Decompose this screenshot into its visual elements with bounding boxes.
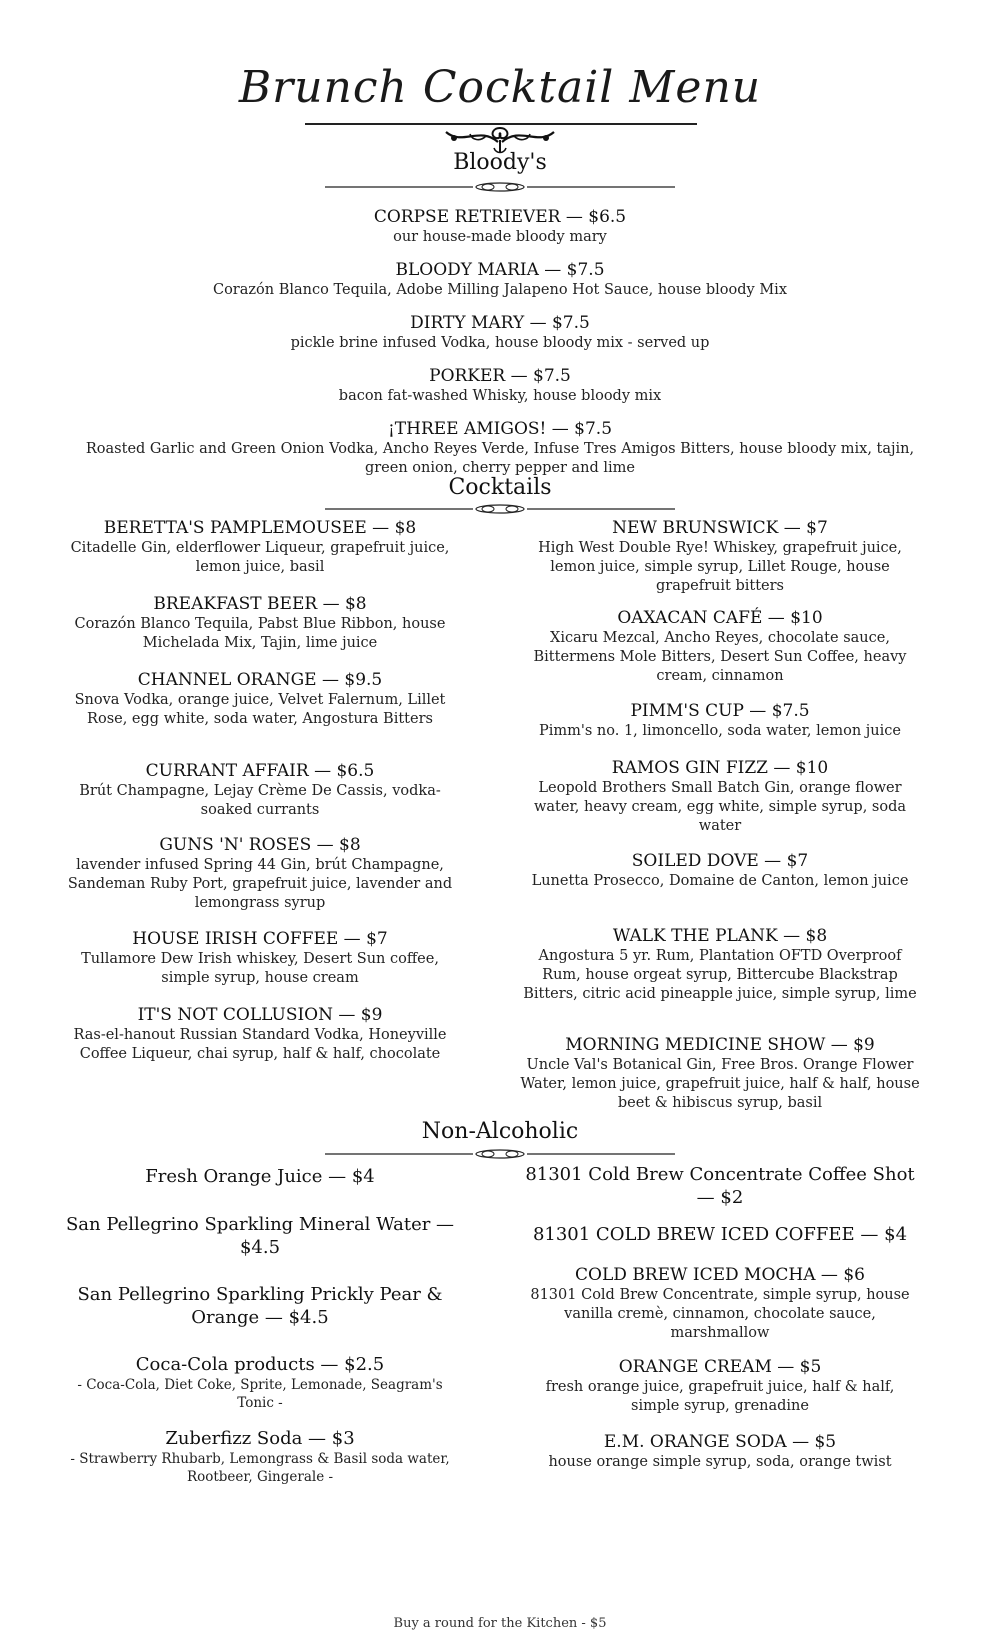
item-description: Brút Champagne, Lejay Crème De Cassis, vodka-soaked currants <box>79 783 441 818</box>
menu-item <box>520 607 920 686</box>
menu-item <box>60 1213 460 1259</box>
menu-title: Brunch Cocktail Menu <box>238 62 762 113</box>
menu-item <box>60 669 460 729</box>
item-name: CHANNEL ORANGE — $9.5 <box>137 670 383 690</box>
item-name: DIRTY MARY — $7.5 <box>410 313 590 333</box>
menu-item <box>60 517 460 577</box>
section-divider-icon <box>325 503 675 515</box>
menu-item <box>60 1004 460 1064</box>
section-heading-non-alcoholic: Non-Alcoholic <box>421 1119 579 1144</box>
menu-item <box>520 850 920 891</box>
item-name: GUNS 'N' ROSES — $8 <box>159 835 361 855</box>
item-description: Citadelle Gin, elderflower Liqueur, grapefruit juice, lemon juice, basil <box>70 540 450 575</box>
item-name: 81301 COLD BREW ICED COFFEE — $4 <box>532 1224 908 1245</box>
item-name: RAMOS GIN FIZZ — $10 <box>611 758 829 778</box>
item-description: Xicaru Mezcal, Ancho Reyes, chocolate sauce, Bittermens Mole Bitters, Desert Sun Coffee, heavy cream, cinnamon <box>533 630 907 684</box>
menu-item <box>510 1431 930 1472</box>
item-name: OAXACAN CAFÉ — $10 <box>617 608 823 628</box>
item-name: CORPSE RETRIEVER — $6.5 <box>373 207 627 227</box>
item-description: Ras-el-hanout Russian Standard Vodka, Honeyville Coffee Liqueur, chai syrup, half & half, chocolate <box>73 1027 447 1062</box>
menu-item <box>520 1034 920 1113</box>
item-name: WALK THE PLANK — $8 <box>612 926 828 946</box>
menu-item <box>60 834 460 913</box>
item-description: Leopold Brothers Small Batch Gin, orange flower water, heavy cream, egg white, simple syrup, soda water <box>533 780 907 834</box>
item-description: Tullamore Dew Irish whiskey, Desert Sun coffee, simple syrup, house cream <box>81 951 439 986</box>
item-name: Zuberfizz Soda — $3 <box>165 1428 355 1449</box>
item-description: bacon fat-washed Whisky, house bloody mix <box>338 388 662 404</box>
item-name: MORNING MEDICINE SHOW — $9 <box>565 1035 875 1055</box>
item-description: pickle brine infused Vodka, house bloody mix - served up <box>290 335 710 351</box>
menu-item <box>60 1283 460 1329</box>
menu-item <box>60 1353 460 1412</box>
item-description: Uncle Val's Botanical Gin, Free Bros. Orange Flower Water, lemon juice, grapefruit juice, half & half, house beet & hibiscus syrup, basil <box>520 1057 920 1111</box>
menu-item <box>0 259 1000 300</box>
menu-item <box>520 1264 920 1343</box>
item-description: - Strawberry Rhubarb, Lemongrass & Basil soda water, Rootbeer, Gingerale - <box>70 1451 450 1485</box>
menu-item <box>60 1427 460 1486</box>
section-heading-cocktails: Cocktails <box>448 475 552 500</box>
item-name: BREAKFAST BEER — $8 <box>153 594 367 614</box>
menu-item <box>520 1163 920 1209</box>
menu-item <box>0 312 1000 353</box>
menu-item <box>520 517 920 596</box>
footer-note: Buy a round for the Kitchen - $5 <box>393 1616 607 1631</box>
menu-item <box>520 757 920 836</box>
item-name: PIMM'S CUP — $7.5 <box>630 701 810 721</box>
section-divider-icon <box>325 181 675 193</box>
item-description: our house-made bloody mary <box>393 229 607 245</box>
menu-item <box>60 928 460 988</box>
item-name: NEW BRUNSWICK — $7 <box>612 518 828 538</box>
item-description: Pimm's no. 1, limoncello, soda water, lemon juice <box>539 723 901 739</box>
section-heading-bloodys: Bloody's <box>453 150 547 175</box>
item-name: San Pellegrino Sparkling Prickly Pear & Orange — $4.5 <box>77 1284 443 1328</box>
item-description: lavender infused Spring 44 Gin, brút Champagne, Sandeman Ruby Port, grapefruit juice, lavender and lemongrass syrup <box>67 857 453 911</box>
item-name: ORANGE CREAM — $5 <box>618 1357 822 1377</box>
menu-item <box>520 925 920 1004</box>
item-description: Snova Vodka, orange juice, Velvet Falernum, Lillet Rose, egg white, soda water, Angostura Bitters <box>74 692 446 727</box>
menu-item <box>80 418 920 478</box>
menu-item <box>510 700 930 741</box>
item-name: BERETTA'S PAMPLEMOUSEE — $8 <box>103 518 417 538</box>
item-description: fresh orange juice, grapefruit juice, half & half, simple syrup, grenadine <box>545 1379 895 1414</box>
menu-item <box>0 206 1000 247</box>
item-description: - Coca-Cola, Diet Coke, Sprite, Lemonade, Seagram's Tonic - <box>77 1377 443 1411</box>
item-name: CURRANT AFFAIR — $6.5 <box>145 761 375 781</box>
item-name: BLOODY MARIA — $7.5 <box>395 260 605 280</box>
item-name: HOUSE IRISH COFFEE — $7 <box>132 929 388 949</box>
menu-item <box>60 593 460 653</box>
item-name: San Pellegrino Sparkling Mineral Water — $4.5 <box>65 1214 455 1258</box>
menu-item <box>520 1356 920 1416</box>
item-name: 81301 Cold Brew Concentrate Coffee Shot — $2 <box>525 1164 915 1208</box>
item-description: 81301 Cold Brew Concentrate, simple syrup, house vanilla cremè, cinnamon, chocolate sauce, marshmallow <box>530 1287 910 1341</box>
item-name: Fresh Orange Juice — $4 <box>145 1166 375 1187</box>
item-name: IT'S NOT COLLUSION — $9 <box>137 1005 383 1025</box>
menu-item <box>0 365 1000 406</box>
item-description: Corazón Blanco Tequila, Adobe Milling Jalapeno Hot Sauce, house bloody Mix <box>212 282 787 298</box>
item-description: Lunetta Prosecco, Domaine de Canton, lemon juice <box>531 873 909 889</box>
item-name: PORKER — $7.5 <box>429 366 571 386</box>
menu-item <box>60 1165 460 1188</box>
item-description: High West Double Rye! Whiskey, grapefruit juice, lemon juice, simple syrup, Lillet Rouge, house grapefruit bitters <box>538 540 902 594</box>
item-description: Angostura 5 yr. Rum, Plantation OFTD Overproof Rum, house orgeat syrup, Bittercube Blackstrap Bitters, citric acid pineapple juice, simple syrup, lime <box>523 948 917 1002</box>
item-name: ¡THREE AMIGOS! — $7.5 <box>387 419 613 439</box>
item-name: SOILED DOVE — $7 <box>631 851 809 871</box>
item-name: Coca-Cola products — $2.5 <box>135 1354 385 1375</box>
item-description: Corazón Blanco Tequila, Pabst Blue Ribbon, house Michelada Mix, Tajin, lime juice <box>74 616 446 651</box>
item-name: E.M. ORANGE SODA — $5 <box>603 1432 837 1452</box>
item-description: house orange simple syrup, soda, orange twist <box>548 1454 892 1470</box>
item-name: COLD BREW ICED MOCHA — $6 <box>575 1265 865 1285</box>
menu-item <box>510 1223 930 1246</box>
item-description: Roasted Garlic and Green Onion Vodka, Ancho Reyes Verde, Infuse Tres Amigos Bitters, house bloody mix, tajin, green onion, cherry pepper and lime <box>85 441 915 476</box>
section-divider-icon <box>325 1148 675 1160</box>
menu-item <box>60 760 460 820</box>
